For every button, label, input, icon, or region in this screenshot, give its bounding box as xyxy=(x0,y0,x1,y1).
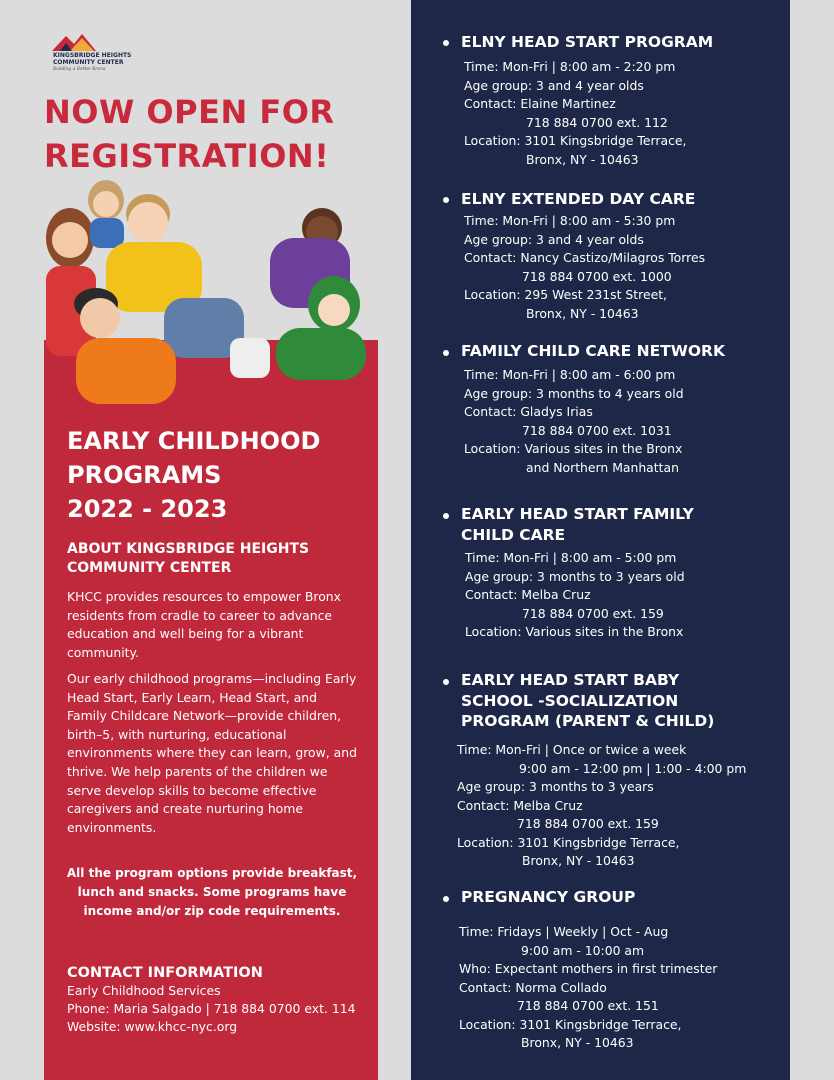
program-age: Age group: 3 months to 4 years old xyxy=(464,385,684,401)
program-location-city: Bronx, NY - 10463 xyxy=(526,151,639,167)
program-contact: Contact: Melba Cruz xyxy=(457,797,583,813)
program-phone: 718 884 0700 ext. 159 xyxy=(522,605,664,621)
program-title-ehs-baby-school xyxy=(461,670,781,732)
about-paragraph-2: Our early childhood programs—including Early Head Start, Early Learn, Head Start, and Family Childcare Network—provide children, birth–5, with nurturing, educational environments where they can learn, grow, and thrive. We help parents of the children we serve develop skills to become effective caregivers and create nurturing home environments. xyxy=(67,671,357,835)
program-time: Time: Mon-Fri | 8:00 am - 6:00 pm xyxy=(464,367,676,382)
program-title-line: PROGRAM (PARENT & CHILD) xyxy=(461,712,715,730)
bullet-icon xyxy=(443,197,449,203)
program-location: Location: 3101 Kingsbridge Terrace, xyxy=(457,834,680,850)
program-phone: 718 884 0700 ext. 1031 xyxy=(522,422,672,438)
contact-dept: Early Childhood Services xyxy=(67,983,221,998)
logo-tagline: Building a Better Bronx xyxy=(53,67,106,72)
program-time-hours: 9:00 am - 12:00 pm | 1:00 - 4:00 pm xyxy=(519,760,747,776)
program-phone: 718 884 0700 ext. 112 xyxy=(526,114,668,130)
bullet-icon xyxy=(443,896,449,902)
logo-text-line2: COMMUNITY CENTER xyxy=(53,59,124,66)
program-title-elny-extended-day xyxy=(461,189,781,210)
program-contact: Contact: Elaine Martinez xyxy=(464,96,616,111)
program-title-pregnancy-group xyxy=(461,887,781,908)
program-age: Age group: 3 months to 3 years xyxy=(457,779,654,794)
program-contact: Contact: Nancy Castizo/Milagros Torres xyxy=(464,250,706,265)
program-location: Location: 295 West 231st Street, xyxy=(464,287,667,302)
logo-text-line1: KINGSBRIDGE HEIGHTS xyxy=(53,52,132,59)
program-time-hours: 9:00 am - 10:00 am xyxy=(521,942,645,958)
program-location: Location: Various sites in the Bronx xyxy=(464,441,683,456)
bullet-icon xyxy=(443,40,449,46)
program-contact: Contact: Norma Collado xyxy=(459,979,607,995)
programs-title-line2: PROGRAMS xyxy=(67,461,222,489)
headline-line2: REGISTRATION! xyxy=(44,137,330,175)
program-time: Time: Fridays | Weekly | Oct - Aug xyxy=(459,924,669,939)
bullet-icon xyxy=(443,679,449,685)
program-title-line: SCHOOL -SOCIALIZATION xyxy=(461,691,679,710)
program-age: Age group: 3 and 4 year olds xyxy=(464,77,644,93)
program-location: Location: 3101 Kingsbridge Terrace, xyxy=(459,1016,682,1032)
program-title-line: EARLY HEAD START FAMILY xyxy=(461,505,694,523)
bullet-icon xyxy=(443,513,449,519)
program-phone: 718 884 0700 ext. 159 xyxy=(517,816,659,831)
program-title-line: PREGNANCY GROUP xyxy=(461,888,636,906)
program-title-line: ELNY EXTENDED DAY CARE xyxy=(461,190,696,208)
program-title-line: ELNY HEAD START PROGRAM xyxy=(461,33,714,51)
program-phone: 718 884 0700 ext. 1000 xyxy=(522,268,672,284)
contact-phone: Phone: Maria Salgado | 718 884 0700 ext. 114 xyxy=(67,1001,356,1016)
program-time: Time: Mon-Fri | 8:00 am - 5:00 pm xyxy=(465,550,677,565)
headline xyxy=(44,90,384,178)
logo xyxy=(52,32,162,78)
program-age: Age group: 3 and 4 year olds xyxy=(464,231,644,247)
program-title-line: CHILD CARE xyxy=(461,525,566,544)
program-location-city: Bronx, NY - 10463 xyxy=(522,853,635,868)
program-contact: Contact: Gladys Irias xyxy=(464,404,593,419)
about-title-line1: ABOUT KINGSBRIDGE HEIGHTS xyxy=(67,541,310,557)
programs-title-line3: 2022 - 2023 xyxy=(67,495,228,523)
program-title-elny-head-start xyxy=(461,32,781,53)
about-paragraph-1: KHCC provides resources to empower Bronx residents from cradle to career to advance education and well being for a vibrant community. xyxy=(67,589,341,660)
program-time: Time: Mon-Fri | 8:00 am - 5:30 pm xyxy=(464,213,676,228)
logo-mountains-icon xyxy=(52,32,106,52)
program-time: Time: Mon-Fri | Once or twice a week xyxy=(457,742,687,757)
contact-title: CONTACT INFORMATION xyxy=(67,965,263,981)
programs-title xyxy=(67,424,367,526)
meals-note: All the program options provide breakfast, lunch and snacks. Some programs have income and/or zip code requirements. xyxy=(66,866,358,918)
program-location: Location: Various sites in the Bronx xyxy=(465,624,684,639)
program-location: Location: 3101 Kingsbridge Terrace, xyxy=(464,133,687,148)
programs-title-line1: EARLY CHILDHOOD xyxy=(67,427,321,455)
program-phone: 718 884 0700 ext. 151 xyxy=(517,998,659,1013)
program-time: Time: Mon-Fri | 8:00 am - 2:20 pm xyxy=(464,59,676,74)
about-title-line2: COMMUNITY CENTER xyxy=(67,560,232,576)
headline-line1: NOW OPEN FOR xyxy=(44,93,335,131)
bullet-icon xyxy=(443,350,449,356)
program-who: Who: Expectant mothers in first trimester xyxy=(459,961,718,976)
contact-website[interactable]: Website: www.khcc-nyc.org xyxy=(67,1019,238,1034)
children-photo xyxy=(40,178,380,408)
program-title-family-child-care xyxy=(461,341,781,362)
program-age: Age group: 3 months to 3 years old xyxy=(465,568,685,584)
about-title xyxy=(67,540,367,578)
program-location-extra: and Northern Manhattan xyxy=(526,459,679,475)
program-title-line: EARLY HEAD START BABY xyxy=(461,671,680,689)
program-contact: Contact: Melba Cruz xyxy=(465,587,591,602)
program-title-ehs-family-child-care xyxy=(461,504,781,545)
program-location-city: Bronx, NY - 10463 xyxy=(521,1035,634,1050)
program-title-line: FAMILY CHILD CARE NETWORK xyxy=(461,342,725,360)
program-location-city: Bronx, NY - 10463 xyxy=(526,305,639,321)
